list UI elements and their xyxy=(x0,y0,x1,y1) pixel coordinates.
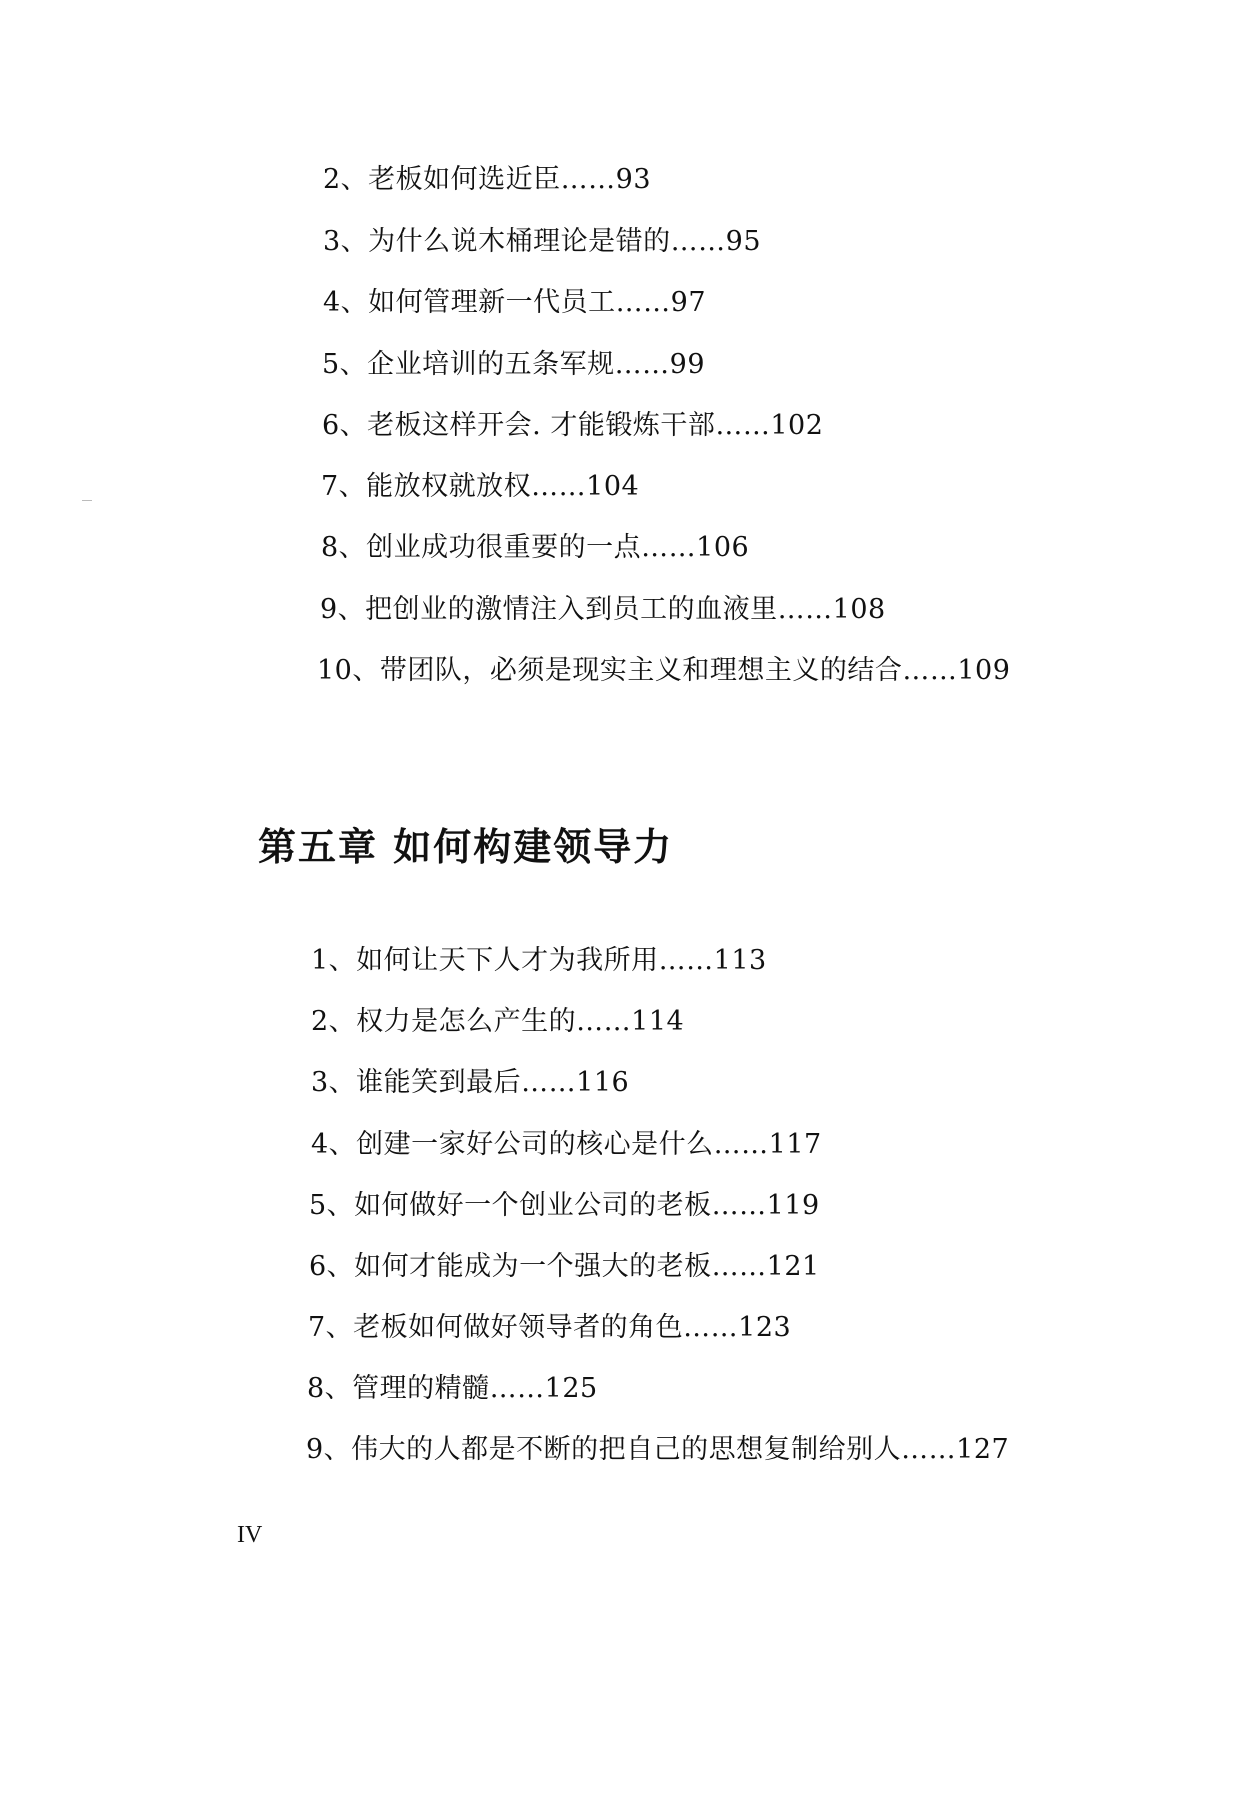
toc-item[interactable]: 7、老板如何做好领导者的角色……123 xyxy=(308,1312,792,1343)
toc-item[interactable]: 9、把创业的激情注入到员工的血液里……108 xyxy=(320,594,886,625)
toc-item[interactable]: 1、如何让天下人才为我所用……113 xyxy=(311,945,767,976)
toc-item[interactable]: 6、如何才能成为一个强大的老板……121 xyxy=(309,1251,820,1282)
toc-item[interactable]: 9、伟大的人都是不断的把自己的思想复制给别人……127 xyxy=(306,1434,1010,1465)
margin-mark xyxy=(82,500,92,501)
chapter-title[interactable]: 第五章 如何构建领导力 xyxy=(258,824,674,869)
toc-item[interactable]: 8、管理的精髓……125 xyxy=(307,1373,598,1404)
toc-item[interactable]: 5、企业培训的五条军规……99 xyxy=(322,349,706,380)
toc-item[interactable]: 7、能放权就放权……104 xyxy=(321,471,640,502)
toc-item[interactable]: 5、如何做好一个创业公司的老板……119 xyxy=(309,1190,820,1221)
toc-item[interactable]: 2、权力是怎么产生的……114 xyxy=(311,1006,685,1037)
toc-item[interactable]: 4、创建一家好公司的核心是什么……117 xyxy=(311,1129,822,1160)
toc-item[interactable]: 6、老板这样开会. 才能锻炼干部……102 xyxy=(322,410,824,441)
toc-item[interactable]: 3、谁能笑到最后……116 xyxy=(311,1067,630,1098)
page-number: IV xyxy=(237,1522,263,1548)
toc-item[interactable]: 2、老板如何选近臣……93 xyxy=(323,164,652,195)
toc-item[interactable]: 4、如何管理新一代员工……97 xyxy=(323,287,707,318)
toc-item[interactable]: 8、创业成功很重要的一点……106 xyxy=(321,532,750,563)
toc-item[interactable]: 10、带团队，必须是现实主义和理想主义的结合……109 xyxy=(317,655,1011,686)
toc-item[interactable]: 3、为什么说木桶理论是错的……95 xyxy=(323,226,762,257)
